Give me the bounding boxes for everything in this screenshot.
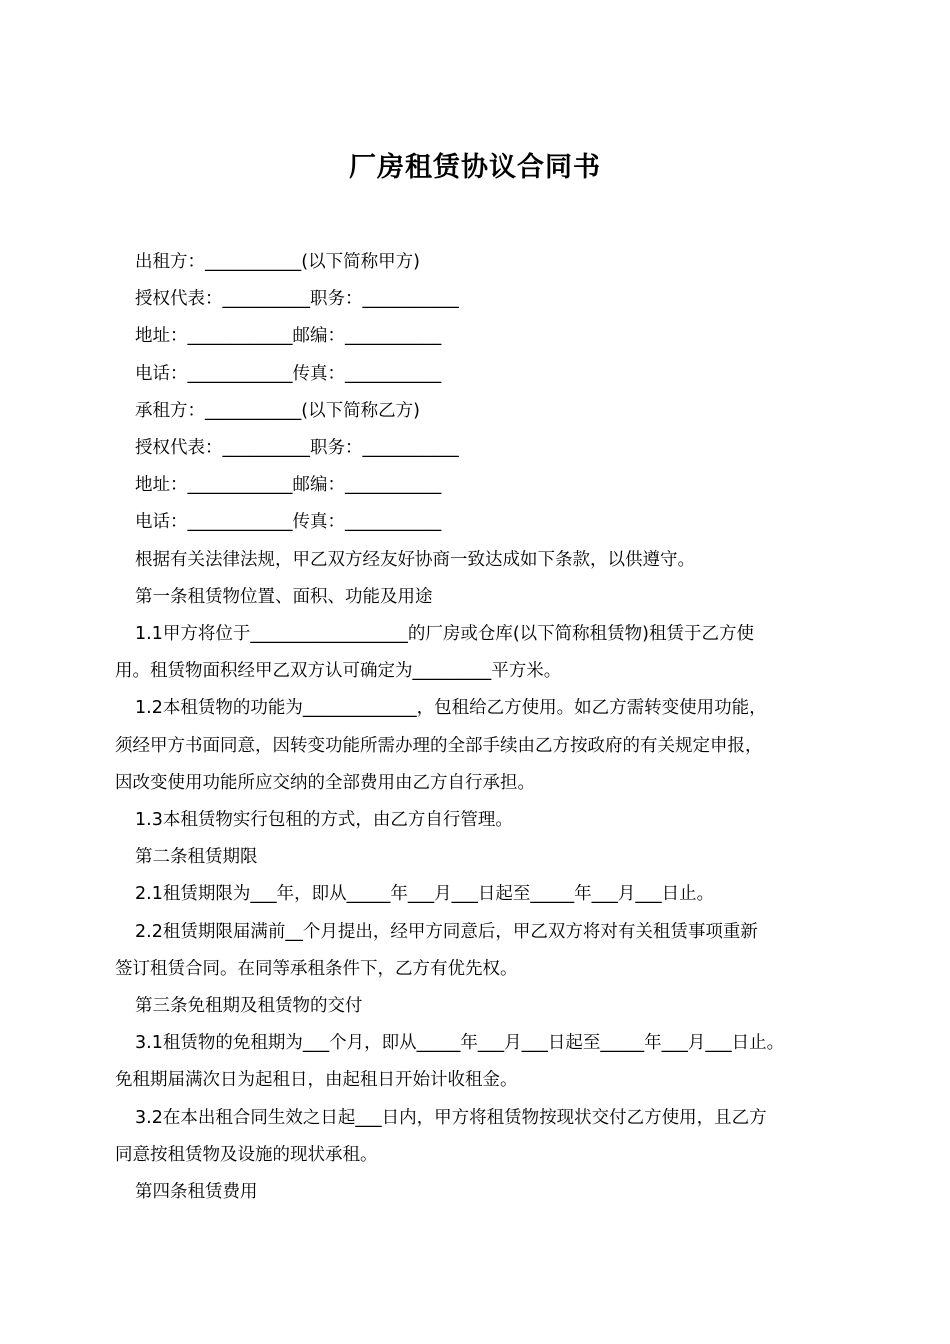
clause-3-1-line-1: 3.1租赁物的免租期为___个月，即从_____年___月___日起至_____年___月___日止。 [135,1033,785,1054]
lessor-phone-line: 电话：____________传真：___________ [135,363,442,384]
article-4-heading: 第四条租赁费用 [135,1182,258,1203]
clause-2-2-line-2: 签订租赁合同。在同等承租条件下，乙方有优先权。 [115,958,518,979]
clause-1-2-line-2: 须经甲方书面同意，因转变功能所需办理的全部手续由乙方按政府的有关规定申报， [115,735,763,756]
clause-1-3: 1.3本租赁物实行包租的方式，由乙方自行管理。 [135,810,513,831]
clause-2-2-line-1: 2.2租赁期限届满前__个月提出，经甲方同意后，甲乙双方将对有关租赁事项重新 [135,921,758,942]
article-2-heading: 第二条租赁期限 [135,847,258,868]
preamble-paragraph: 根据有关法律法规，甲乙双方经友好协商一致达成如下条款，以供遵守。 [135,549,695,570]
clause-1-1-line-2: 用。租赁物面积经甲乙双方认可确定为_________平方米。 [115,661,562,682]
lessor-representative-line: 授权代表：__________职务：___________ [135,289,459,310]
lessee-phone-line: 电话：____________传真：___________ [135,512,442,533]
article-3-heading: 第三条免租期及租赁物的交付 [135,996,363,1017]
lessee-address-line: 地址：____________邮编：___________ [135,475,442,496]
contract-body [115,244,845,1211]
clause-1-2-line-1: 1.2本租赁物的功能为_____________，包租给乙方使用。如乙方需转变使用功能， [135,698,767,719]
clause-1-2-line-3: 因改变使用功能所应交纳的全部费用由乙方自行承担。 [115,772,535,793]
clause-1-1-line-1: 1.1甲方将位于__________________的厂房或仓库(以下简称租赁物)租赁于乙方使 [135,624,754,645]
document-title: 厂房租赁协议合同书 [349,152,601,184]
lessor-address-line: 地址：____________邮编：___________ [135,326,442,347]
clause-3-2-line-2: 同意按租赁物及设施的现状承租。 [115,1144,378,1165]
clause-2-1: 2.1租赁期限为___年，即从_____年___月___日起至_____年___月___日止。 [135,884,715,905]
lessor-line: 出租方：___________(以下简称甲方) [135,252,420,272]
lessee-line: 承租方：___________(以下简称乙方) [135,400,420,421]
lessee-representative-line: 授权代表：__________职务：___________ [135,438,459,459]
article-1-heading: 第一条租赁物位置、面积、功能及用途 [135,586,433,607]
clause-3-2-line-1: 3.2在本出租合同生效之日起___日内，甲方将租赁物按现状交付乙方使用，且乙方 [135,1107,767,1128]
clause-3-1-line-2: 免租期届满次日为起租日，由起租日开始计收租金。 [115,1070,518,1091]
